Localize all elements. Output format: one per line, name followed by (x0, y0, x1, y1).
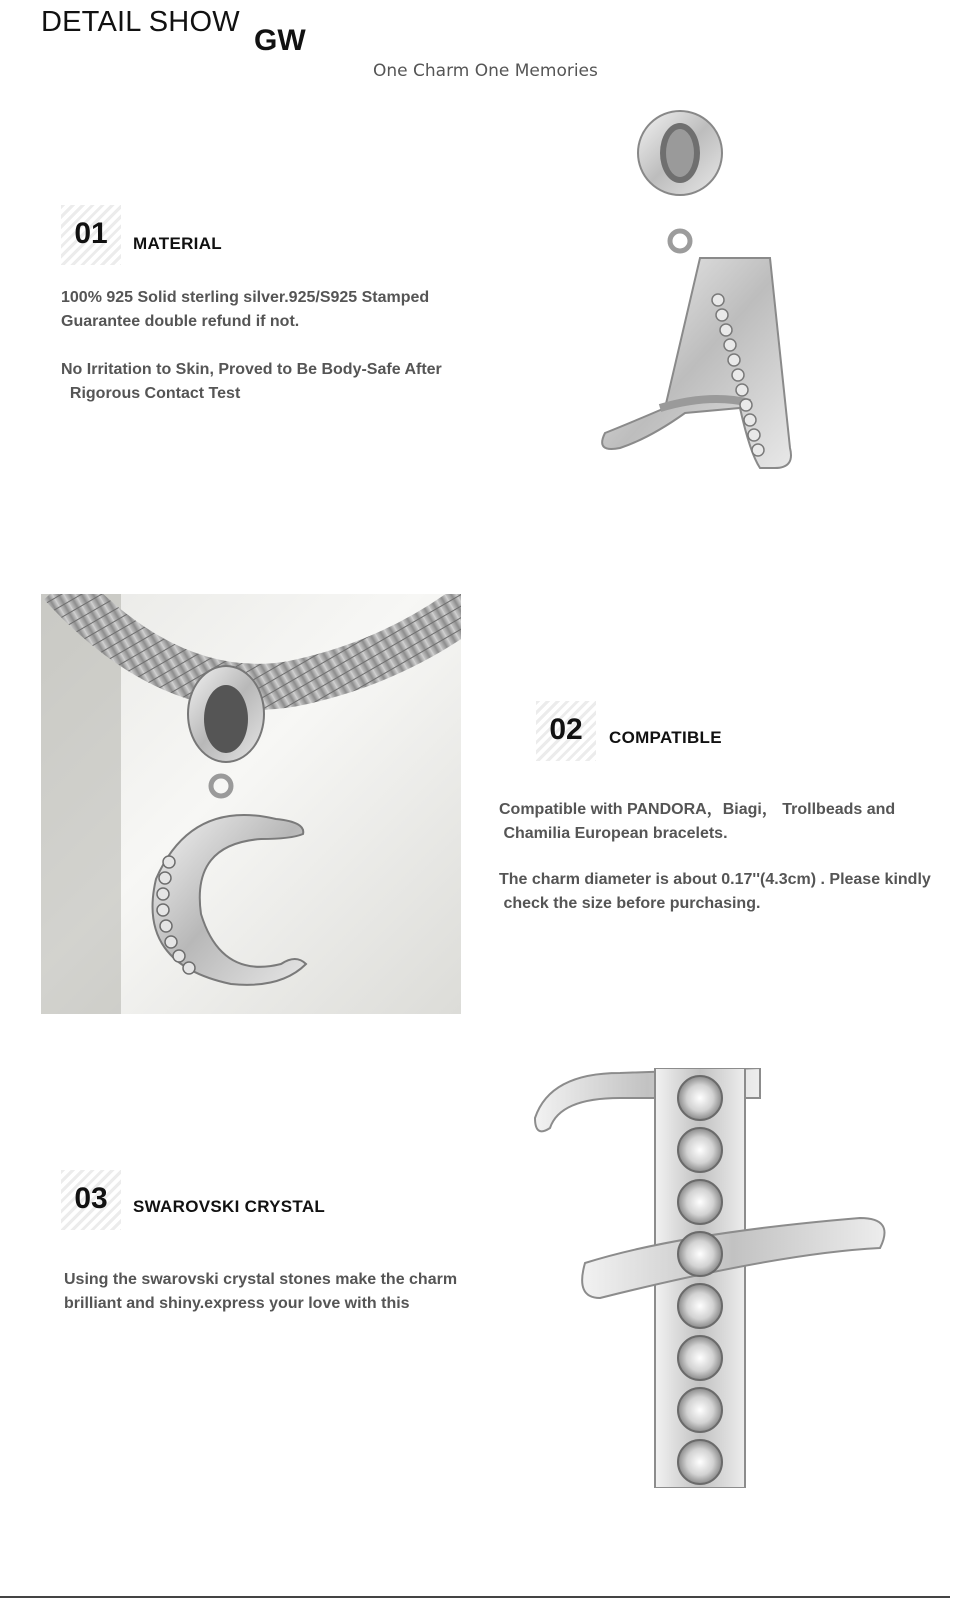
tagline: One Charm One Memories (373, 61, 598, 81)
brand-logo-text: GW (254, 24, 306, 57)
product-image-crystal-closeup (530, 1068, 900, 1488)
page-title: DETAIL SHOW (41, 6, 240, 38)
section-number: 02 (549, 713, 583, 746)
section-description-line: Guarantee double refund if not. (61, 313, 300, 330)
section-description-line: 100% 925 Solid sterling silver.925/S925 Stamped (61, 289, 430, 306)
section-description-line: Rigorous Contact Test (61, 385, 241, 402)
section-number-badge (61, 1170, 121, 1230)
section-title-compatible: COMPATIBLE (609, 728, 722, 747)
product-image-letter-c (41, 594, 461, 1014)
bottom-divider (0, 1596, 950, 1598)
letter-a-charm-illustration (590, 108, 830, 528)
section-number: 01 (74, 217, 108, 250)
section-description-line: Compatible with PANDORA，Biagi， Trollbeads and (499, 801, 896, 818)
crystal-closeup-illustration (530, 1068, 900, 1488)
letter-c-charm-illustration (41, 594, 461, 1014)
product-image-letter-a (590, 108, 830, 528)
section-description-line: check the size before purchasing. (499, 895, 761, 912)
section-description-line: The charm diameter is about 0.17''(4.3cm) . Please kindly (499, 871, 931, 888)
section-number: 03 (74, 1182, 108, 1215)
section-description-line: Chamilia European bracelets. (499, 825, 728, 842)
section-title-swarovski-crystal: SWAROVSKI CRYSTAL (133, 1197, 326, 1216)
section-description-line: No Irritation to Skin, Proved to Be Body-Safe After (61, 361, 442, 378)
section-number-badge (536, 701, 596, 761)
section-description-line: Using the swarovski crystal stones make the charm (64, 1271, 458, 1288)
section-title-material: MATERIAL (133, 234, 222, 253)
section-description-line: brilliant and shiny.express your love with this (64, 1295, 410, 1312)
section-number-badge (61, 205, 121, 265)
